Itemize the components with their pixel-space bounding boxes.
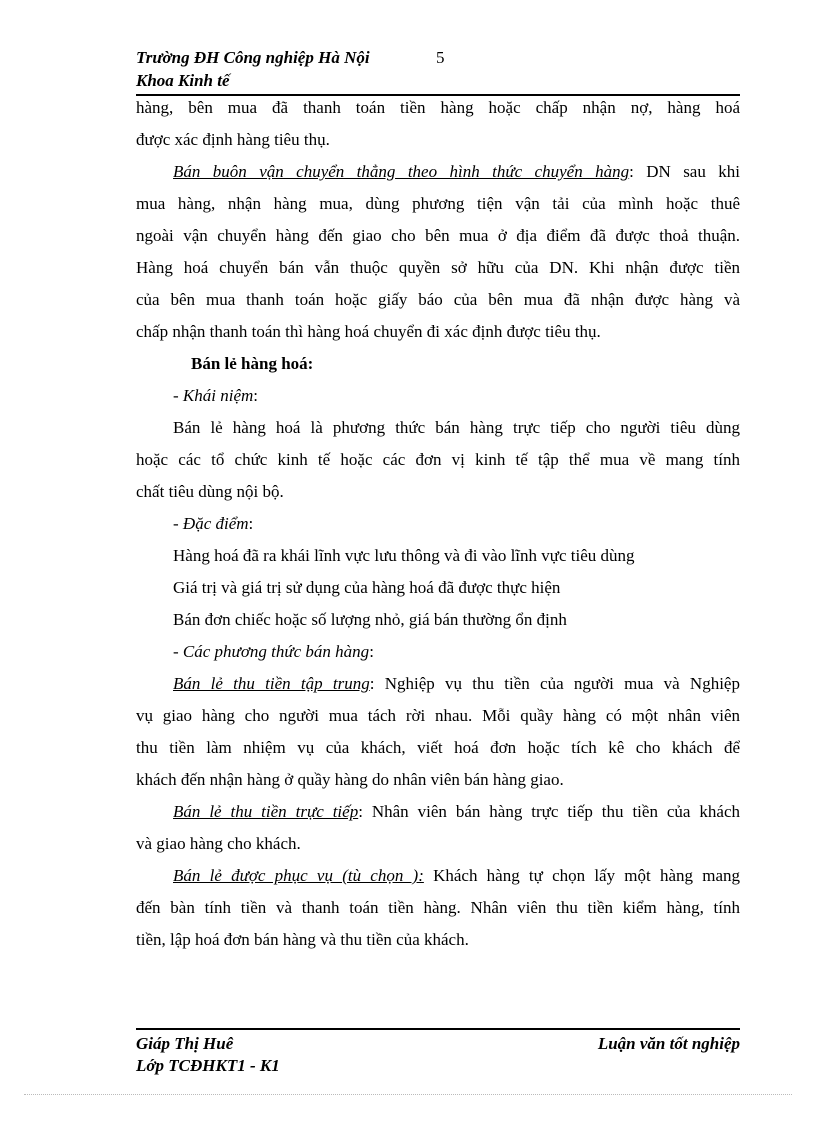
text-line: vụ giao hàng cho người mua tách rời nhau. Mỗi quầy hàng có một nhân viên xyxy=(136,706,740,725)
method-title: Bán lẻ thu tiền tập trung xyxy=(173,674,370,693)
header-school: Trường ĐH Công nghiệp Hà Nội xyxy=(136,48,370,67)
feature-item: Giá trị và giá trị sử dụng của hàng hoá đã được thực hiện xyxy=(173,578,561,597)
method-title: Bán lẻ được phục vụ (tù chọn ): xyxy=(173,866,424,885)
text-line: chất tiêu dùng nội bộ. xyxy=(136,482,284,501)
footer-doc-type: Luận văn tốt nghiệp xyxy=(597,1034,740,1053)
text-line: chấp nhận thanh toán thì hàng hoá chuyển đi xác định được tiêu thụ. xyxy=(136,322,601,341)
footer-rule xyxy=(136,1028,740,1030)
text-line: hàng, bên mua đã thanh toán tiền hàng hoặc chấp nhận nợ, hàng hoá xyxy=(136,98,740,117)
text-line: Bán lẻ được phục vụ (tù chọn ): Khách hàng tự chọn lấy một hàng mang xyxy=(173,866,740,885)
page-number: 5 xyxy=(436,48,445,67)
subheading: - Đặc điểm: xyxy=(173,514,254,533)
page-bottom-divider xyxy=(24,1094,792,1095)
page-header xyxy=(136,46,740,96)
text-line: khách đến nhận hàng ở quầy hàng do nhân viên bán hàng giao. xyxy=(136,770,564,789)
text-line: ngoài vận chuyển hàng đến giao cho bên mua ở địa điểm đã được thoả thuận. xyxy=(136,226,740,245)
feature-item: Hàng hoá đã ra khái lĩnh vực lưu thông và đi vào lĩnh vực tiêu dùng xyxy=(173,546,635,565)
text-line: của bên mua thanh toán hoặc giấy báo của bên mua đã nhận được hàng và xyxy=(136,290,740,309)
method-title: Bán buôn vận chuyển thẳng theo hình thức chuyển hàng xyxy=(173,162,630,181)
text-line: thu tiền làm nhiệm vụ của khách, viết hoá đơn hoặc tích kê cho khách để xyxy=(136,738,740,757)
text-line: tiền, lập hoá đơn bán hàng và thu tiền của khách. xyxy=(136,930,469,949)
text-line: Hàng hoá chuyển bán vẫn thuộc quyền sở hữu của DN. Khi nhận được tiền xyxy=(136,258,740,277)
section-heading: Bán lẻ hàng hoá: xyxy=(191,354,314,373)
method-title: Bán lẻ thu tiền trực tiếp xyxy=(173,802,359,821)
feature-item: Bán đơn chiếc hoặc số lượng nhỏ, giá bán thường ổn định xyxy=(173,610,567,629)
footer-class: Lớp TCĐHKT1 - K1 xyxy=(136,1056,280,1075)
text-line: Bán lẻ thu tiền tập trung: Nghiệp vụ thu tiền của người mua và Nghiệp xyxy=(173,674,740,693)
text-line: đến bàn tính tiền và thanh toán tiền hàng. Nhân viên thu tiền kiểm hàng, tính xyxy=(136,898,740,917)
text-line: được xác định hàng tiêu thụ. xyxy=(136,130,330,149)
header-faculty: Khoa Kinh tế xyxy=(136,71,230,90)
text-line: Bán lẻ hàng hoá là phương thức bán hàng trực tiếp cho người tiêu dùng xyxy=(173,418,740,437)
subheading: - Các phương thức bán hàng: xyxy=(173,642,374,661)
footer-author: Giáp Thị Huê xyxy=(136,1034,234,1053)
text-line: Bán lẻ thu tiền trực tiếp: Nhân viên bán hàng trực tiếp thu tiền của khách xyxy=(173,802,741,821)
text-line: Bán buôn vận chuyển thẳng theo hình thức chuyển hàng: DN sau khi xyxy=(173,162,740,181)
text-line: hoặc các tổ chức kinh tế hoặc các đơn vị kinh tế tập thể mua về mang tính xyxy=(136,450,740,469)
subheading: - Khái niệm: xyxy=(173,386,259,405)
text-line: và giao hàng cho khách. xyxy=(136,834,301,853)
text-line: mua hàng, nhận hàng mua, dùng phương tiện vận tải của mình hoặc thuê xyxy=(136,194,740,213)
